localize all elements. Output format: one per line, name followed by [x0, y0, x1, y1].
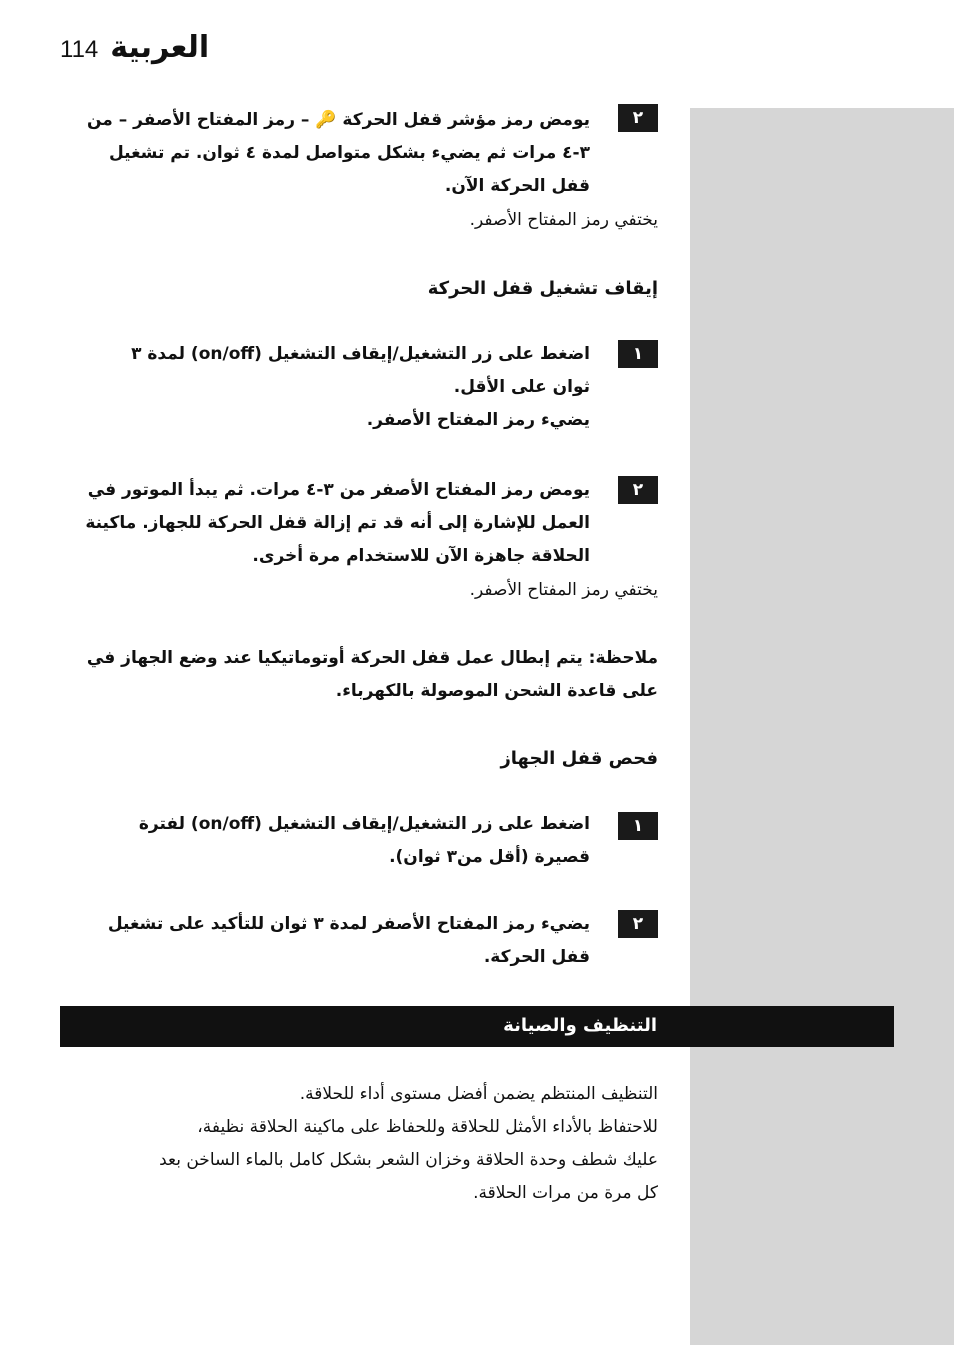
step-text [60, 338, 590, 437]
text-line: قفل الحركة الآن. [444, 176, 590, 196]
step-text [60, 104, 590, 203]
text-line: اضغط على زر التشغيل/إيقاف التشغيل (on/off) لفترة [138, 814, 590, 834]
text-line: يومض رمز المفتاح الأصفر من ٣-٤ مرات. ثم يبدأ الموتور في [87, 480, 590, 500]
text-line: ملاحظة: يتم إبطال عمل قفل الحركة أوتوماتيكيا عند وضع الجهاز في [86, 648, 658, 668]
section-title: التنظيف والصيانة [503, 1015, 657, 1036]
result-text: يختفي رمز المفتاح الأصفر. [469, 210, 658, 230]
step-text [60, 808, 590, 874]
step-badge: ٢ [618, 104, 658, 132]
page-header [60, 30, 209, 65]
step-badge: ٢ [618, 476, 658, 504]
text-line: عليك شطف وحدة الحلاقة وخزان الشعر بشكل كامل بالماء الساخن بعد [159, 1150, 658, 1170]
step-text [60, 474, 590, 573]
text-line: يضيء رمز المفتاح الأصفر. [366, 410, 590, 430]
step-text [60, 908, 590, 974]
text-line: يومض رمز مؤشر قفل الحركة 🔑 – رمز المفتاح الأصفر – من [86, 110, 590, 130]
text-line: العمل للإشارة إلى أنه قد تم إزالة قفل الحركة للجهاز. ماكينة [85, 513, 590, 533]
text-line: الحلاقة جاهزة الآن للاستخدام مرة أخرى. [252, 546, 590, 566]
text-line: قفل الحركة. [483, 947, 590, 967]
sidebar-band [690, 108, 954, 1345]
text-line: كل مرة من مرات الحلاقة. [473, 1183, 658, 1203]
text-line: للاحتفاظ بالأداء الأمثل للحلاقة وللحفاظ على ماكينة الحلاقة نظيفة، [197, 1117, 658, 1137]
result-text: يختفي رمز المفتاح الأصفر. [469, 580, 658, 600]
page-number: 114 [60, 36, 99, 63]
section-heading: إيقاف تشغيل قفل الحركة [427, 278, 658, 299]
step-badge: ١ [618, 340, 658, 368]
text-line: يضيء رمز المفتاح الأصفر لمدة ٣ ثوان للتأكيد على تشغيل [107, 914, 590, 934]
text-line: قصيرة (أقل من٣ ثوان). [389, 847, 590, 867]
text-line: ثوان على الأقل. [453, 377, 590, 397]
step-badge: ٢ [618, 910, 658, 938]
text-line: اضغط على زر التشغيل/إيقاف التشغيل (on/off) لمدة ٣ [131, 344, 590, 364]
language-title: العربية [110, 30, 210, 65]
body-text [60, 1078, 658, 1210]
section-heading: فحص قفل الجهاز [500, 748, 658, 769]
step-badge: ١ [618, 812, 658, 840]
section-title-bar [60, 1006, 894, 1047]
text-line: على قاعدة الشحن الموصولة بالكهرباء. [335, 681, 658, 701]
note-text [60, 642, 658, 708]
text-line: ٣-٤ مرات ثم يضيء بشكل متواصل لمدة ٤ ثوان. تم تشغيل [108, 143, 590, 163]
text-line: التنظيف المنتظم يضمن أفضل مستوى أداء للحلاقة. [299, 1084, 658, 1104]
